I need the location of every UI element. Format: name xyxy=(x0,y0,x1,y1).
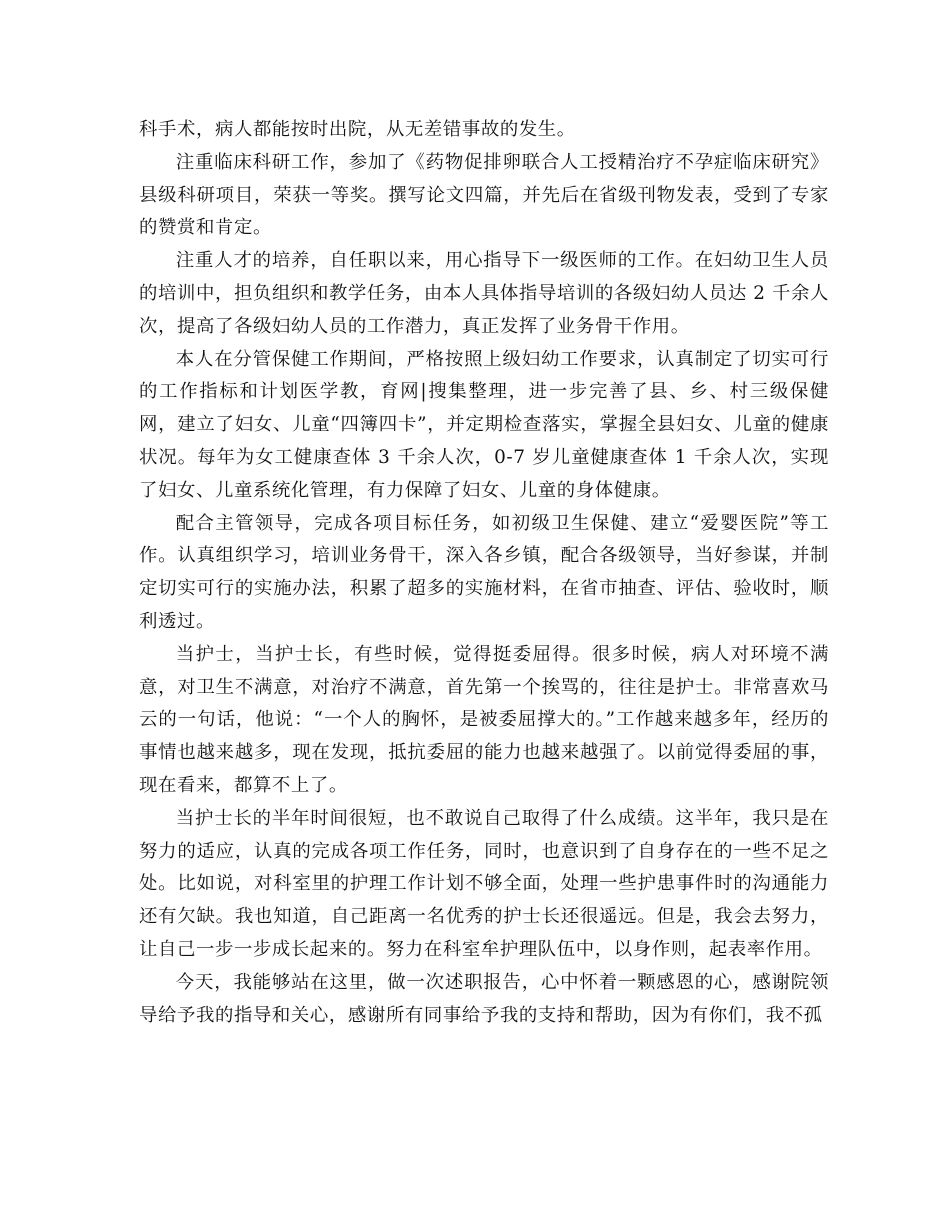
paragraph-half-year: 当护士长的半年时间很短，也不敢说自己取得了什么成绩。这半年，我只是在努力的适应，认真的完成各项工作任务，同时，也意识到了自身存在的一些不足之处。比如说，对科室里的护理工作计划不够全面，处理一些护患事件时的沟通能力还有欠缺。我也知道，自己距离一名优秀的护士长还很遥远。但是，我会去努力，让自己一步一步成长起来的。努力在科室牟护理队伍中，以身作则，起表率作用。 xyxy=(139,807,829,960)
document-body xyxy=(139,114,829,1032)
paragraph-research: 注重临床科研工作，参加了《药物促排卵联合人工授精治疗不孕症临床研究》县级科研项目，荣获一等奖。撰写论文四篇，并先后在省级刊物发表，受到了专家的赞赏和肯定。 xyxy=(139,151,829,239)
paragraph-gratitude: 今天，我能够站在这里，做一次述职报告，心中怀着一颗感恩的心，感谢院领导给予我的指导和关心，感谢所有同事给予我的支持和帮助，因为有你们，我不孤 xyxy=(139,971,829,1026)
paragraph-nurse-grievance: 当护士，当护士长，有些时候，觉得挺委屈得。很多时候，病人对环境不满意，对卫生不满意，对治疗不满意，首先第一个挨骂的，往往是护士。非常喜欢马云的一句话，他说：“一个人的胸怀，是被委屈撑大的。”工作越来越多年，经历的事情也越来越多，现在发现，抵抗委屈的能力也越来越强了。以前觉得委屈的事，现在看来，都算不上了。 xyxy=(139,643,829,796)
paragraph-training: 注重人才的培养，自任职以来，用心指导下一级医师的工作。在妇幼卫生人员的培训中，担负组织和教学任务，由本人具体指导培训的各级妇幼人员达 2 千余人次，提高了各级妇幼人员的工作潜力，真正发挥了业务骨干作用。 xyxy=(139,250,829,337)
paragraph-goals: 配合主管领导，完成各项目标任务，如初级卫生保健、建立“爱婴医院”等工作。认真组织学习，培训业务骨干，深入各乡镇，配合各级领导，当好参谋，并制定切实可行的实施办法，积累了超多的实施材料，在省市抽查、评估、验收时，顺利透过。 xyxy=(139,512,829,632)
paragraph-continuation: 科手术，病人都能按时出院，从无差错事故的发生。 xyxy=(139,119,576,140)
paragraph-health-care: 本人在分管保健工作期间，严格按照上级妇幼工作要求，认真制定了切实可行的工作指标和计划医学教，育网|搜集整理，进一步完善了县、乡、村三级保健网，建立了妇女、儿童“四簿四卡”，并定期检查落实，掌握全县妇女、儿童的健康状况。每年为女工健康查体 3 千余人次，0-7 岁儿童健康查体 1 千余人次，实现了妇女、儿童系统化管理，有力保障了妇女、儿童的身体健康。 xyxy=(139,348,829,501)
